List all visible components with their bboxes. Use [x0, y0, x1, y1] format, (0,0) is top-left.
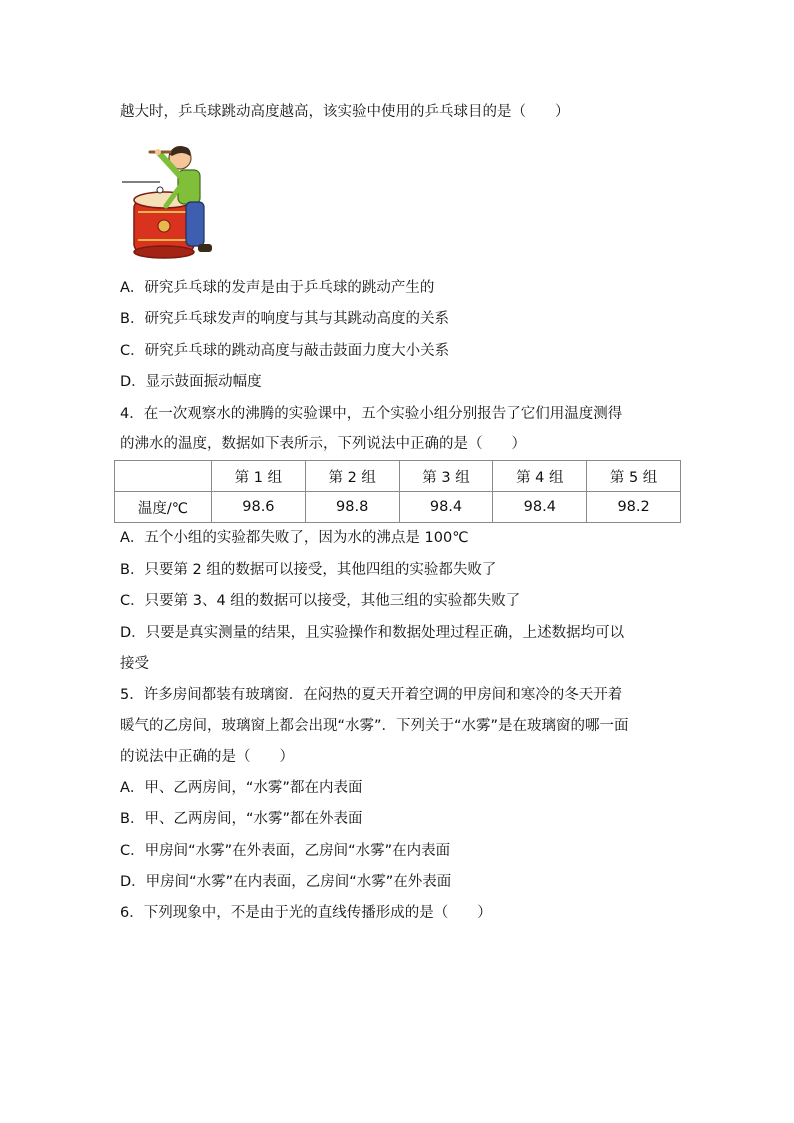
table-header-cell: 第 2 组 — [305, 461, 399, 492]
ping-pong-ball — [157, 187, 163, 193]
q4-option-d-continued: 接受 — [120, 656, 149, 672]
table-header-cell — [115, 461, 212, 492]
q3-option-b: B．研究乒乓球发声的响度与其与其跳动高度的关系 — [120, 311, 449, 327]
table-row-label: 温度/℃ — [115, 492, 212, 523]
q4-stem-line-1: 4．在一次观察水的沸腾的实验课中，五个实验小组分别报告了它们用温度测得 — [120, 406, 623, 422]
q3-option-a: A．研究乒乓球的发声是由于乒乓球的跳动产生的 — [120, 280, 435, 296]
table-cell: 98.4 — [399, 492, 493, 523]
q3-option-d: D．显示鼓面振动幅度 — [120, 374, 262, 390]
table-row — [115, 492, 681, 523]
q4-option-c: C．只要第 3、4 组的数据可以接受，其他三组的实验都失败了 — [120, 593, 521, 609]
table-header-row — [115, 461, 681, 492]
q3-option-c: C．研究乒乓球的跳动高度与敲击鼓面力度大小关系 — [120, 343, 450, 359]
table-cell: 98.4 — [493, 492, 587, 523]
q5-option-d: D．甲房间“水雾”在内表面，乙房间“水雾”在外表面 — [120, 874, 452, 890]
table-cell: 98.6 — [212, 492, 306, 523]
table-cell: 98.2 — [587, 492, 681, 523]
q5-option-b: B．甲、乙两房间，“水雾”都在外表面 — [120, 811, 363, 827]
q5-option-a: A．甲、乙两房间，“水雾”都在内表面 — [120, 780, 363, 796]
q4-option-b: B．只要第 2 组的数据可以接受，其他四组的实验都失败了 — [120, 562, 497, 578]
q5-option-c: C．甲房间“水雾”在外表面，乙房间“水雾”在内表面 — [120, 843, 451, 859]
question-3-stem-tail: 越大时，乒乓球跳动高度越高，该实验中使用的乒乓球目的是（ ） — [120, 104, 570, 120]
q4-option-a: A．五个小组的实验都失败了，因为水的沸点是 100℃ — [120, 530, 469, 546]
q4-stem-line-2: 的沸水的温度，数据如下表所示，下列说法中正确的是（ ） — [120, 436, 526, 452]
q5-stem-line-2: 暖气的乙房间，玻璃窗上都会出现“水雾”．下列关于“水雾”是在玻璃窗的哪一面 — [120, 718, 629, 734]
table-header-cell: 第 5 组 — [587, 461, 681, 492]
drum-illustration — [120, 140, 216, 264]
boiling-temperature-table — [114, 460, 681, 523]
q5-stem-line-3: 的说法中正确的是（ ） — [120, 749, 294, 765]
table-cell: 98.8 — [305, 492, 399, 523]
table-header-cell: 第 1 组 — [212, 461, 306, 492]
q6-stem: 6．下列现象中，不是由于光的直线传播形成的是（ ） — [120, 905, 492, 921]
q4-option-d: D．只要是真实测量的结果，且实验操作和数据处理过程正确，上述数据均可以 — [120, 625, 625, 641]
table-header-cell: 第 3 组 — [399, 461, 493, 492]
q5-stem-line-1: 5．许多房间都装有玻璃窗．在闷热的夏天开着空调的甲房间和寒冷的冬天开着 — [120, 687, 623, 703]
table-header-cell: 第 4 组 — [493, 461, 587, 492]
